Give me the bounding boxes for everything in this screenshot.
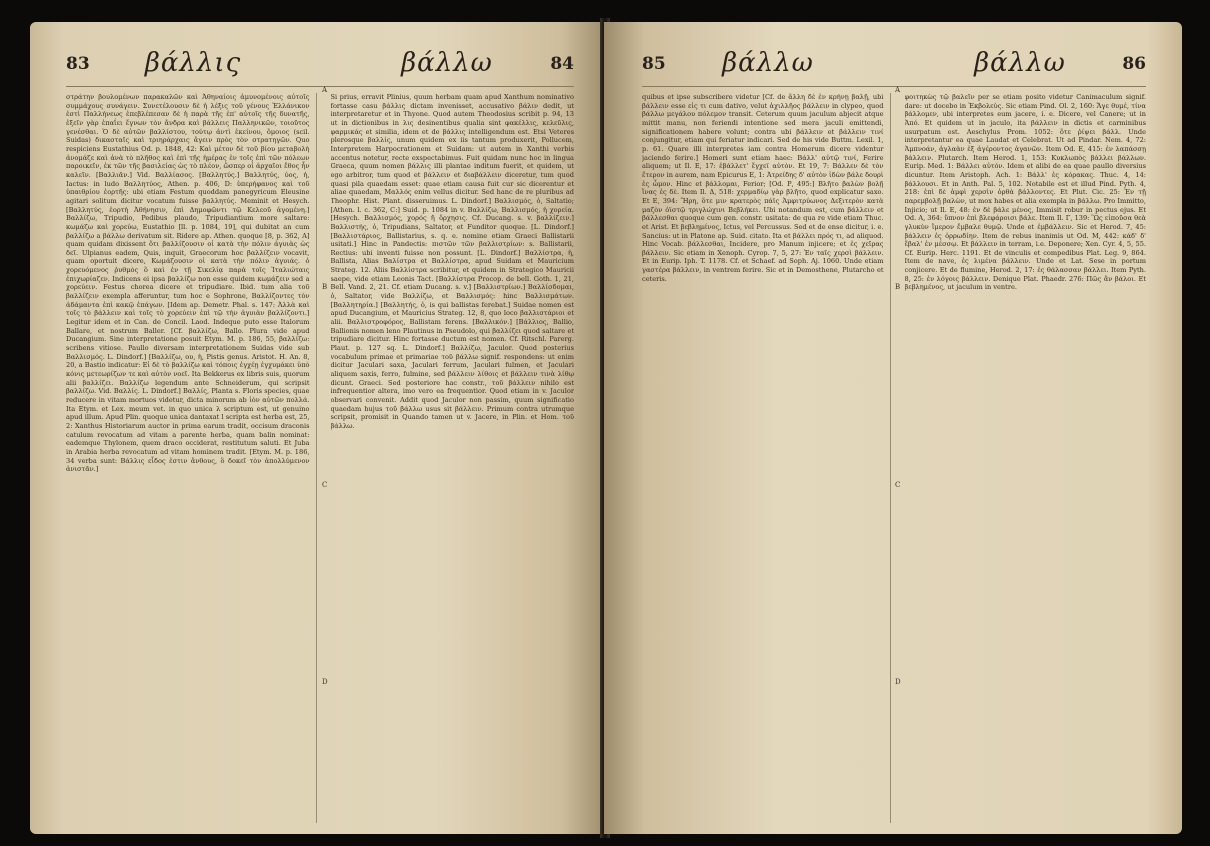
margin-letter: C (322, 480, 328, 489)
right-column-1-text: quibus et ipse subscribere videtur [Cf. de ἄλλη δὲ ἐν κρήνῃ βαλῇ, ubi βάλλειν esse εἰς τι cum dativo, velut ἀχιλλῆος βάλλειν in clypeo, quod βάλλω μεγάλου πόλεμον transit. Ceterum quum jaculum abjecit atque mittit manu, non feriendi intentione sed mera jaculi emittendi, significationem habere volunt; contra ubi βάλλειν et βάλλειν τινί conjungitur, etiam qui feriatur indicari. Sed de his vide Buttm. Lexil. 1, p. 61. Quare illi interpretes iam contra Homerum dicere videntur jaciendo ferire.] Homeri sunt etiam haec: Βάλλ' αὐτῷ τινί, Ferire aliquem; ut Il. Ε, 17: ἐβάλλετ' ἔγχεϊ αὐτὸν. Et 19, 7: Βάλλεν δὲ τὸν ἕτερον in aurem, nam Epicurus Ε, 1: Ἀτρείδης δ' αὐτὸν ἰδὼν βάλε δουρὶ ἐς ὦμον. Hinc et βάλλομαι, Ferior; [Od. Ρ, 495:] Βλῆτο βαλὼν βολῇ ἴνας ἐς δὲ. Item Il. Δ, 518: χερμαδίῳ γὰρ βλῆτο, quod explicatur saxo. Et Ε, 394: Ἥρη, ὅτε μιν κρατερὸς πάϊς Ἀμφιτρύωνος Δεξιτερὸν κατὰ μαζὸν ὀϊστῷ τριγλώχινι Βεβλήκει. Ubi notandum est, cum βάλλειν et βάλλεσθαι quoque cum gen. constr. usitata: de qua re vide etiam Thuc. et Arist. Et βεβλημένος, Ictus, vel Percussus. Sed et de ense dicitur, i. e. Sancius: ut in Platone ap. Suid. citato. Ita et βάλλει πρός τι, ad aliquod. Hinc Vocab. βάλλεσθαι, Incidere, pro Manum injicere; et ἐς χεῖρας βάλλειν. Sic etiam in Xenoph. Cyrop. 7, 5, 27: Ἐν ταῖς χερσὶ βάλλειν. Et in Eurip. Iph. T. 1178. Cf. et Schaef. ad Soph. Aj. 1060. Unde etiam γαστέρα βάλλειν, in ventrem ferire. Sic et in Demosthene, Plutarcho et ceteris. (642, 93, 884, 283)
right-page (604, 22, 1182, 834)
right-column-2-text: φοιτηκὼς τῷ βαλεῖν per se etiam posito videtur Canimaculum signif. dare: ut docebo in Ἐκβολεὺς. Sic etiam Pind. Ol. 2, 160: Ἄγε θυμέ, τίνα βάλλομεν, ubi interpretes eum jacere, i. e. Dicere, vel Canere; ut in Ἀπό. Et quidem ut in jaculo, ita βάλλειν in dictis et carminibus usurpatum est. Aeschylus Prom. 1052: ὅτε ῥίψει βάλλ. Unde interpretantur ea quae Laudat et Celebrat. Ut ad Pindar. Nem. 4, 72: Ἀμπνοάν, ἀγλαὰν ἐξ ἀγέροντος ἀγανῶν. Item Od. Ε, 415: ἐν λαπάσσῃ βάλλειν. Plutarch. Item Herod. 1, 153: Κυκλωπὸς βάλλει βάλλων. Eurip. Med. 1: Βάλλει αὐτόν. Idem et alibi de ea quae paullo diversius dicuntur. Item Aristoph. Ach. 1: Βάλλ' ἐς κόρακας. Thuc. 4, 14: βάλλουσι. Et in Anth. Pal. 5, 102. Notabile est et illud Pind. Pyth. 4, 218: ἐπὶ δὲ ἀμφὶ χερσὶν ὀρθὰ βάλλοντες. Et Plut. Cic. 25: Ἐν τῇ παρεμβολῇ βαλὼν, ut mox habes et alia exempla in βάλλω. Pro Immitto, Injicio; ut Il. Ε, 48: ἐν δὲ βάλε μένος, Immisit robur in pectus ejus. Et Od. Α, 364: ὕπνον ἐπὶ βλεφάροισι βάλε. Item Il. Γ, 139: Ὣς εἰποῦσα θεὰ γλυκὺν ἵμερον ἔμβαλε θυμῷ. Unde et ἐμβάλλειν. Sic et Herod. 7, 45: βάλλειν ἐς ὀρρωδίην. Item de rebus inanimis ut Od. Μ, 442: κάδ' δ' ἔβαλ' ἐν μέσσῳ. Et βάλλειν in terram, i.e. Deponere; Xen. Cyr. 4, 5, 55. Cf. Eurip. Herc. 1191. Et de vinculis et compedibus Plat. Leg. 9, 864. Item de nave, ἐς λιμένα βάλλειν. Unde et Lat. Sese in portum conjicere. Et de flumine, Herod. 2, 17: ἐς θάλασσαν βάλλει. Item Pyth. 8, 25: ἐν λόγοις βάλλειν. Denique Plat. Phaedr. 276: Πῶς ἂν βάλοι. Et βεβλημένος, ut jaculum in ventre. (904, 93, 1146, 292)
left-page-columns (66, 93, 574, 823)
margin-letter: C (895, 480, 901, 489)
left-column-2-text: Si prius, erravit Plinius, quum herbam quam apud Xanthum nominativo fortasse casu βάλλις dictam invenisset, accusativo βάλιν dedit, ut interpretaretur et in Thyone. Quod autem Theodosius scribit p. 94, 13 ut in dictionibus in λις desinentibus qualia sint φακέλλις, κελεῦλις, φαρμικάς et similia, idem et de βάλλις intelligendum est. Etsi Veteres plerosque βαλλίς, unum quidem ex iis tantum produxerit, Pollucem, Interpretem Harpocrationem et Suidam: ut autem in Xanthi verbis accentus notetur, recte exspectabimus. Fuit quidam nunc hoc in lingua Graeca, quum nomen βάλλις illi plantae inditum fuerit, et quidem, ut ego arbitror, tum quod et βάλλειν et διαβάλλειν diceretur, tum quod quasi pila quaedam esset: quae etiam causa fuit cur sic dicerentur et aliae quaedam, Μαλλός enim vellus dicitur. Sed hanc de re pluribus ad Theophr. Hist. Plant. disseruimus. L. Dindorf.] Βαλλισμός, ὁ, Saltatio; [Athen. l. c. 362, C:] Suid. p. 1084 in v. Βαλλίζω, Βαλλισμός, ἡ χορεία. [Hesych. Βαλλισμός, χορός ἤ ὄρχησις. Cf. Ducang. s. v. βαλλίζειν.] Βαλλιστής, ὁ, Tripudians, Saltator, et Funditor quoque. [L. Dindorf.] [Βαλλιστάριος, Ballistarius, s. q. e. nomine etiam Graeci Ballistarii usitati.] Hinc in Pandectis: πιστῶν τῶν βαλλιστρίων: s. Ballistarii, Rectius: ubi inventi fuisse non possunt. [L. Dindorf.] Βαλλίστρα, ἡ, Ballista, Alias Βαλίστρα et Βαλλίστρα, apud Suidam et Mauricium Strateg. 12. Aliis Βαλλίστρα scribitur, et quidem in Strategico Mauricii saepe, vide etiam Leonis Tact. [Βαλλίστρα Procop. de bell. Goth. 1, 21, Bell. Vand. 2, 21. Cf. etiam Ducang. s. v.] [Βαλλιστρίων.] Βαλλίσδομαι, ὁ, Saltator, vide Βαλλίζω, et Βαλλισμός: hinc Βαλλισμάτων. [Βαλλητηρία.] [Βαλλητής, ὁ, is qui ballistas ferebat.] Suidae nomen est apud Ducangium, et Mauricius Strateg. 12, 8, quo loco βαλλιστάριοι et alii. Βαλλιστροφόρος, Ballistam ferens. [Βαλλικόν.] [Βάλλιος, Ballio, Ballionis nomen leno Plautinus in Pseudolo, qui βαλλίζει quod saltare et tripudiare dicitur. Hinc fortasse ductum est nomen. Cf. Ritschl. Parerg. Plaut. p. 127 sq. L. Dindorf.] Βαλλίζω, Jaculor. Quod posterius vocabulum primae et primariae τοῦ βάλλω signif. respondens: ut enim dicitur Jaculari saxa, Jaculari ferrum, Jaculari fulmen, et Jaculari aliquem saxis, ferro, fulmine, sed βάλλειν λίθοις et βάλλειν τινὰ λίθῳ dicunt. Graeci. Sed posteriore hac constr., τοῦ βάλλειν nihilo est infrequentior altera, imo vero ea frequentior. Quod etiam in v. Jaculor observari convenit. Addit quod Jaculor non passim, quum significatio quaedam hujus τοῦ βάλλω usus sit βάλλειν. Primum contra utrumque scripsit, promisit in Quando tamen ut v. Jacere, in Plin. et Hom. τοῦ βάλλω. (330, 93, 574, 430)
right-page-columns (642, 93, 1146, 823)
left-page-header (66, 46, 574, 87)
margin-letter: B (322, 283, 328, 292)
left-column-1 (66, 93, 317, 823)
margin-letter: B (895, 283, 901, 292)
left-column-1-text: στράτην βουλομένων παρακαλῶν καὶ Ἀθηναίοις ἀμυνομένοις αὐτοῖς συμμάχους συνάγειν. Συνετέλουσιν δὲ ἡ λέξις τοῦ γένους Ἑλλάνικον ἐστὶ Παλλήνεως ἐπεβλέπεσαν δὲ ἡ παρὰ τῆς ἐπ' αὐτοῖς τῆς δυνατῆς, ἐξεῖν γὰρ ἐπαΐει ἔγνων τὸν ἄνδρα καὶ βάλλεις Παλληνικῶν, τοιοῦτος γενέσθαι. Ὁ δὲ αὐτῶν βαλλίστου, τούτῳ ἀντὶ ἐκείνου, ὅμοιος (scil. Suidas) δικασταῖς καὶ τριηράρχαις ἄγειν πρὸς τὸν στρατηγῶν. Quo respiciens Eustathius Od. p. 1848, 42: Καὶ μέτον δὲ τοῦ βίου μεταβολὴ ἀνομάζε καὶ ἀνὰ τὸ πλῆθος καὶ ἐπὶ τῆς ἡμέρας ἐν τοῖς ἐπὶ τῶν πόλεων παροικεῖν, ἐκ τῶν τῆς βασιλείας ὡς τὸ πλέον, ὥσπερ οἱ ἀρχαῖοι ἔθος ἦν καλεῖν. [Βαλλιᾶν.] Vid. Βαλλίασος. [Βαλλητύς.] Βαλλητύς, ύος, ἡ, Iactus: in ludo Βαλλητύος, Athen. p. 406, D: ὑπερήφανος καὶ τοῦ ὑπαιθρίου ἑορτῆς: ubi etiam Festum quoddam panegyricum Eleusine agitari solitum dicitur vocatum fuisse βαλλητύς. Meminit et Hesych. [Βαλλητύς, ἑορτὴ Ἀθήνησιν, ἐπὶ Δημοφῶντι τῷ Κελεοῦ ἀγομένη.] Βαλλίζω, Tripudio, Pedibus plaudo, Tripudiantium more saltare: κωμάζω καὶ χορεύω, Eustathio [ll. p. 1084, 19], qui dubitat an cum βαλλίζω a βάλλω derivatum sit. Ridere ap. Athen. quoque [8, p. 362, A] quam quidam dixissent ὅτι βαλλίζουσιν οἱ κατὰ τὴν πόλιν ἀγυιὰς ὡς δεῖ. Ulpianus eadem, Quis, inquit, Graecorum hoc βαλλίζειν vocavit, quam oportuit dicere, Κωμάζουσιν οἱ κατὰ τὴν πόλιν ἀγυιάς. ὁ χορευόμενος ῥυθμὸς ὃ καὶ ἐν τῇ Σικελίᾳ παρὰ τοῖς Ἰταλιώταις ἐπιχωρίαζεν. Indicens ei ipsa βαλλίζω non esse quidem κωμάζειν sed a χορεύειν. Festus chorea dicere et tripudiare. Ibid. tum alia τοῦ βαλλίζειν exempla afferuntur, tum hoc e Sophrone, Βαλλίζοντες τὸν ἀδάμαντα ἐπὶ κακῷ ἐπάγων. [Idem ap. Demetr. Phal. s. 147: Ἀλλὰ καὶ τοῖς τὸ βάλλειν καὶ τοῖς τὸ χορεύειν ἐπὶ τῷ τὴν ἀγυιὰν βαλλίζοντι.] Legitur idem et in Can. de Concil. Laod. Indeque puto esse Italorum Ballare, et nostrum Baller. [Cf. βαλλίζω, Ballo. Plura vide apud Ducangium. Sine interpretatione posuit Etym. M. p. 186, 55, βαλλίζω: scribens vitiose. Paullo diversam interpretationem Suidas vide sub Βαλλισμός. L. Dindorf.] [Βαλλίζω, ου, ἡ, Pistis genus. Aristot. H. An. 8, 20, a Bastio indicatur: Εἰ δὲ τὸ βαλλίζω καὶ τόποις ἐγχέῃ ἐγχυμάκει ὑπὸ κόνις μετεωρίζων τε καὶ αὐτὸν νοεῖ. Ita Bekkerus ex libris suis, quorum alii βαλλίζει. Βαλλίζω legendum ante Schneiderum, qui scripsit βαλλίζω. Vid. Βαλλίς. L. Dindorf.] Βαλλίς, Planta s. Floris species, quae reducere in vitam mortuos videtur, dicta minorum ab ἰὸν αὐτῶν πολλά. Ita Etym. et Lex. meum vet. in quo unica λ scriptum est, ut genuino apud illum. Apud Plin. quoque unica dantaxat l scripta est herba est, 25, 2: Xanthus Historiarum auctor in prima earum tradit, occisum draconis catulum revocatum ad vitam a parente herba, quam balin nominat: eademque Thylonem, quem draco occiderat, restitutum saluti. Et Juba in Arabia herba revocatum ad vitam hominem tradit. [Etym. M. p. 186, 34 verba sunt: Βάλλις εἶδος ἐστιν ἄνθους, ὃ δοκεῖ τὸν ἀπολλύμενον ἀνιστᾶν.] (66, 93, 310, 474)
page-headword-right-2: βάλλω (974, 48, 1066, 78)
margin-letter: D (895, 677, 901, 686)
right-column-2 (905, 93, 1147, 823)
page-number-86: 86 (1122, 54, 1146, 74)
page-headword-left-2: βάλλω (401, 48, 493, 78)
page-number-83: 83 (66, 54, 90, 74)
left-column-2 (331, 93, 575, 823)
left-margin-letters (322, 86, 328, 686)
page-headword-right-1: βάλλω (722, 48, 814, 78)
left-page (30, 22, 608, 834)
margin-letter: D (322, 677, 328, 686)
right-column-1 (642, 93, 891, 823)
margin-letter: A (322, 86, 328, 94)
margin-letter: A (895, 86, 901, 94)
page-number-84: 84 (550, 54, 574, 74)
right-margin-letters (895, 86, 901, 686)
right-page-header (642, 46, 1146, 87)
page-headword-left: βάλλις (144, 48, 242, 78)
page-number-85: 85 (642, 54, 666, 74)
